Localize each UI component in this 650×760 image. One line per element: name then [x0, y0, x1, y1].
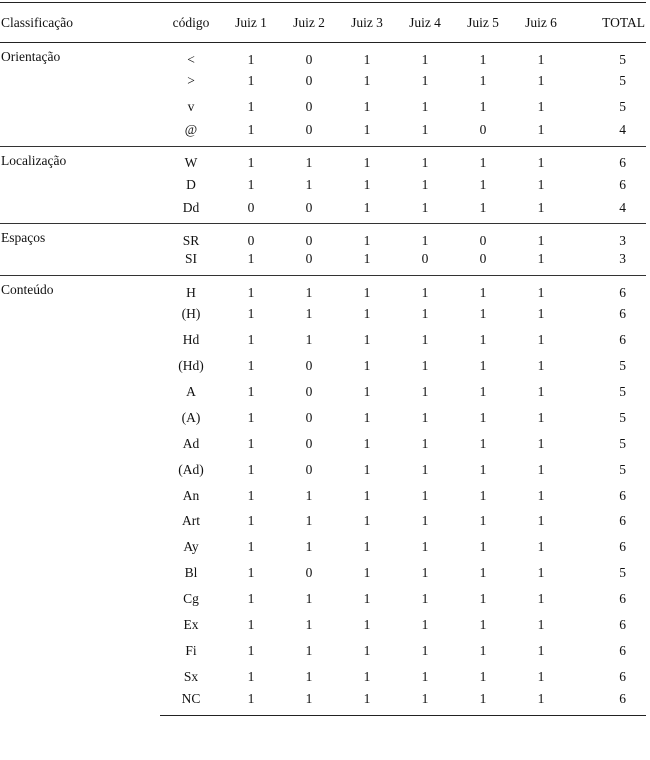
code-cell: (H)	[181, 306, 201, 322]
judge-1-score: 1	[222, 276, 280, 302]
judge-4-score: 1	[396, 146, 454, 172]
classification-label: Orientação	[1, 49, 61, 64]
total-cell: 3	[619, 251, 626, 267]
code-cell: Fi	[185, 642, 197, 658]
judge-6-score: 1	[537, 617, 545, 633]
judge-1-score: 1	[247, 176, 255, 192]
code-cell: Bl	[184, 565, 198, 581]
judge-3-score: 1	[363, 176, 371, 192]
judge-4-score: 1	[421, 358, 429, 374]
judge-4-score: 1	[421, 73, 429, 89]
judge-6-score: 1	[537, 51, 545, 67]
judge-4-score: 1	[421, 513, 429, 529]
judge-4-score: 1	[396, 690, 454, 716]
judge-6-score: 1	[537, 99, 545, 115]
judge-2-score: 1	[305, 539, 313, 555]
judge-3-score: 1	[363, 487, 371, 503]
judge-2-score: 1	[305, 591, 313, 607]
total-cell: 6	[570, 146, 646, 172]
judge-5-score: 0	[454, 224, 512, 250]
judge-5-score: 1	[479, 358, 487, 374]
judge-3-score: 1	[363, 642, 371, 658]
code-cell: H	[160, 276, 222, 302]
judge-6-score: 1	[537, 306, 545, 322]
judge-1-score: 1	[247, 642, 255, 658]
judge-2-score: 1	[305, 513, 313, 529]
table-header	[0, 3, 646, 43]
total-cell: 6	[619, 332, 626, 348]
judge-4-score: 1	[421, 306, 429, 322]
judge-6-score: 1	[537, 591, 545, 607]
judge-2-score: 0	[305, 73, 313, 89]
judge-2-score: 1	[280, 690, 338, 716]
judge-6-score: 1	[537, 409, 545, 425]
total-cell: 4	[619, 199, 626, 215]
judge-2-score: 0	[305, 251, 313, 267]
judge-1-score: 1	[247, 435, 255, 451]
judge-3-score: 1	[363, 121, 371, 137]
judge-2-score: 1	[305, 642, 313, 658]
total-cell: 6	[619, 513, 626, 529]
judge-5-score: 1	[479, 668, 487, 684]
total-cell: 5	[619, 99, 626, 115]
judge-2-score: 1	[305, 332, 313, 348]
judge-6-score: 1	[537, 121, 545, 137]
judge-3-score: 1	[363, 617, 371, 633]
judge-1-score: 1	[247, 358, 255, 374]
judge-1-score: 1	[222, 146, 280, 172]
code-cell: SI	[184, 251, 197, 267]
judge-6-score: 1	[537, 176, 545, 192]
judge-5-score: 1	[479, 409, 487, 425]
judge-2-score: 0	[305, 199, 313, 215]
judge-5-score: 1	[479, 306, 487, 322]
judge-6-score: 1	[537, 332, 545, 348]
judge-1-score: 1	[247, 306, 255, 322]
header-total: TOTAL	[570, 3, 646, 43]
judge-3-score: 1	[363, 332, 371, 348]
total-cell: 6	[619, 306, 626, 322]
judge-6-score: 1	[537, 513, 545, 529]
judge-5-score: 1	[479, 487, 487, 503]
judge-1-score: 1	[247, 668, 255, 684]
code-cell: @	[184, 121, 198, 137]
judge-3-score: 1	[338, 690, 396, 716]
judge-3-score: 1	[363, 461, 371, 477]
group-orientação	[0, 43, 646, 147]
code-cell: Cg	[183, 591, 199, 607]
total-cell: 6	[570, 276, 646, 302]
judge-4-score: 1	[421, 99, 429, 115]
judge-2-score: 1	[280, 146, 338, 172]
code-cell: Hd	[182, 332, 200, 348]
judge-3-score: 1	[363, 199, 371, 215]
judge-6-score: 1	[537, 199, 545, 215]
judge-4-score: 1	[421, 461, 429, 477]
judge-6-score: 1	[537, 435, 545, 451]
judge-5-score: 1	[479, 384, 487, 400]
judge-5-score: 1	[479, 332, 487, 348]
judge-2-score: 0	[305, 409, 313, 425]
judge-1-score: 1	[247, 487, 255, 503]
judge-2-score: 0	[305, 358, 313, 374]
judge-4-score: 1	[421, 539, 429, 555]
judge-5-score: 1	[479, 539, 487, 555]
judge-3-score: 1	[363, 358, 371, 374]
judge-1-score: 0	[222, 224, 280, 250]
total-cell: 5	[619, 73, 626, 89]
judge-5-score: 1	[454, 276, 512, 302]
judge-3-score: 1	[363, 384, 371, 400]
judge-4-score: 0	[421, 251, 429, 267]
total-cell: 5	[619, 565, 626, 581]
judge-3-score: 1	[363, 409, 371, 425]
total-cell: 5	[619, 384, 626, 400]
judge-4-score: 1	[421, 487, 429, 503]
total-cell: 6	[619, 668, 626, 684]
judge-1-score: 1	[247, 73, 255, 89]
judge-5-score: 1	[454, 146, 512, 172]
header-juiz-6: Juiz 6	[512, 3, 570, 43]
judge-2-score: 0	[280, 224, 338, 250]
code-cell: SR	[160, 224, 222, 250]
code-cell: W	[160, 146, 222, 172]
judge-1-score: 1	[247, 513, 255, 529]
judge-6-score: 1	[537, 565, 545, 581]
total-cell: 6	[619, 539, 626, 555]
total-cell: 5	[619, 358, 626, 374]
judge-1-score: 0	[247, 199, 255, 215]
judge-3-score: 1	[363, 51, 371, 67]
judge-3-score: 1	[363, 73, 371, 89]
judge-2-score: 1	[305, 176, 313, 192]
judge-3-score: 1	[363, 513, 371, 529]
group-espaços	[0, 224, 646, 276]
code-cell: (Hd)	[178, 358, 204, 374]
group-conteúdo	[0, 276, 646, 716]
judge-3-score: 1	[363, 251, 371, 267]
code-cell: Ay	[183, 539, 199, 555]
code-cell: (Ad)	[178, 461, 204, 477]
header-juiz-1: Juiz 1	[222, 3, 280, 43]
judge-1-score: 1	[247, 121, 255, 137]
judge-2-score: 1	[305, 306, 313, 322]
code-cell: Sx	[183, 668, 199, 684]
judge-4-score: 1	[421, 121, 429, 137]
total-cell: 5	[619, 409, 626, 425]
judge-2-score: 0	[305, 565, 313, 581]
judge-2-score: 1	[280, 276, 338, 302]
judge-1-score: 1	[247, 51, 255, 67]
judge-5-score: 1	[479, 435, 487, 451]
judge-6-score: 1	[512, 690, 570, 716]
code-cell: D	[186, 176, 196, 192]
judge-5-score: 1	[479, 565, 487, 581]
judge-1-score: 1	[247, 617, 255, 633]
judge-agreement-table	[0, 2, 646, 716]
judge-3-score: 1	[363, 99, 371, 115]
table-row	[0, 276, 646, 302]
judge-6-score: 1	[537, 384, 545, 400]
judge-1-score: 1	[247, 409, 255, 425]
header-juiz-4: Juiz 4	[396, 3, 454, 43]
total-cell: 5	[619, 435, 626, 451]
code-cell: NC	[160, 690, 222, 716]
judge-4-score: 1	[421, 642, 429, 658]
judge-5-score: 0	[479, 251, 487, 267]
header-juiz-5: Juiz 5	[454, 3, 512, 43]
total-cell: 6	[619, 617, 626, 633]
judge-5-score: 1	[479, 73, 487, 89]
judge-4-score: 1	[421, 199, 429, 215]
judge-1-score: 1	[247, 99, 255, 115]
judge-5-score: 1	[479, 199, 487, 215]
judge-3-score: 1	[338, 146, 396, 172]
judge-3-score: 1	[363, 668, 371, 684]
code-cell: <	[187, 51, 195, 67]
total-cell: 4	[619, 121, 626, 137]
judge-4-score: 1	[421, 332, 429, 348]
judge-1-score: 1	[247, 591, 255, 607]
judge-4-score: 1	[421, 435, 429, 451]
judge-3-score: 1	[338, 224, 396, 250]
total-cell: 6	[619, 642, 626, 658]
table-row	[0, 224, 646, 250]
judge-5-score: 1	[454, 690, 512, 716]
judge-1-score: 1	[247, 251, 255, 267]
judge-6-score: 1	[537, 642, 545, 658]
judge-3-score: 1	[363, 539, 371, 555]
judge-2-score: 0	[305, 384, 313, 400]
code-cell: >	[187, 73, 195, 89]
judge-4-score: 1	[421, 565, 429, 581]
judge-6-score: 1	[512, 224, 570, 250]
code-cell: A	[186, 384, 196, 400]
header-juiz-3: Juiz 3	[338, 3, 396, 43]
judge-1-score: 1	[247, 461, 255, 477]
judge-6-score: 1	[537, 358, 545, 374]
judge-4-score: 1	[421, 409, 429, 425]
total-cell: 3	[570, 224, 646, 250]
table-row	[0, 146, 646, 172]
header-classificacao: Classificação	[0, 3, 160, 43]
judge-6-score: 1	[537, 487, 545, 503]
judge-5-score: 1	[479, 513, 487, 529]
judge-6-score: 1	[537, 539, 545, 555]
classification-label: Conteúdo	[0, 276, 160, 716]
judge-4-score: 1	[421, 591, 429, 607]
judge-4-score: 1	[396, 276, 454, 302]
judge-2-score: 0	[305, 121, 313, 137]
code-cell: Ad	[182, 435, 200, 451]
judge-3-score: 1	[363, 591, 371, 607]
code-cell: v	[187, 99, 195, 115]
header-row	[0, 3, 646, 43]
judge-2-score: 1	[305, 617, 313, 633]
group-localização	[0, 146, 646, 224]
judge-1-score: 1	[222, 690, 280, 716]
judge-5-score: 1	[479, 99, 487, 115]
judge-1-score: 1	[247, 332, 255, 348]
judge-5-score: 1	[479, 617, 487, 633]
judge-3-score: 1	[363, 435, 371, 451]
judge-6-score: 1	[537, 251, 545, 267]
judge-4-score: 1	[421, 668, 429, 684]
judge-6-score: 1	[537, 461, 545, 477]
code-cell: (A)	[181, 409, 201, 425]
judge-4-score: 1	[421, 384, 429, 400]
judge-3-score: 1	[363, 565, 371, 581]
judge-5-score: 0	[479, 121, 487, 137]
judge-3-score: 1	[338, 276, 396, 302]
judge-6-score: 1	[512, 146, 570, 172]
judge-4-score: 1	[396, 224, 454, 250]
judge-2-score: 0	[305, 461, 313, 477]
code-cell: Ex	[183, 617, 199, 633]
code-cell: Dd	[182, 199, 200, 215]
judge-1-score: 1	[247, 539, 255, 555]
judge-6-score: 1	[512, 276, 570, 302]
judge-4-score: 1	[421, 176, 429, 192]
judge-3-score: 1	[363, 306, 371, 322]
judge-1-score: 1	[247, 565, 255, 581]
total-cell: 5	[619, 461, 626, 477]
header-juiz-2: Juiz 2	[280, 3, 338, 43]
total-cell: 6	[619, 176, 626, 192]
classification-label: Espaços	[0, 224, 160, 276]
total-cell: 5	[619, 51, 626, 67]
judge-2-score: 0	[305, 99, 313, 115]
table-row	[0, 43, 646, 69]
judge-2-score: 1	[305, 668, 313, 684]
judge-4-score: 1	[421, 617, 429, 633]
header-codigo: código	[160, 3, 222, 43]
judge-6-score: 1	[537, 668, 545, 684]
judge-5-score: 1	[479, 51, 487, 67]
code-cell: Art	[182, 513, 200, 529]
judge-5-score: 1	[479, 176, 487, 192]
judge-6-score: 1	[537, 73, 545, 89]
judge-2-score: 0	[305, 435, 313, 451]
judge-2-score: 0	[305, 51, 313, 67]
judge-2-score: 1	[305, 487, 313, 503]
classification-label: Localização	[0, 146, 160, 224]
judge-1-score: 1	[247, 384, 255, 400]
judge-5-score: 1	[479, 591, 487, 607]
judge-5-score: 1	[479, 461, 487, 477]
total-cell: 6	[619, 487, 626, 503]
judge-5-score: 1	[479, 642, 487, 658]
code-cell: An	[182, 487, 200, 503]
judge-4-score: 1	[421, 51, 429, 67]
total-cell: 6	[570, 690, 646, 716]
total-cell: 6	[619, 591, 626, 607]
